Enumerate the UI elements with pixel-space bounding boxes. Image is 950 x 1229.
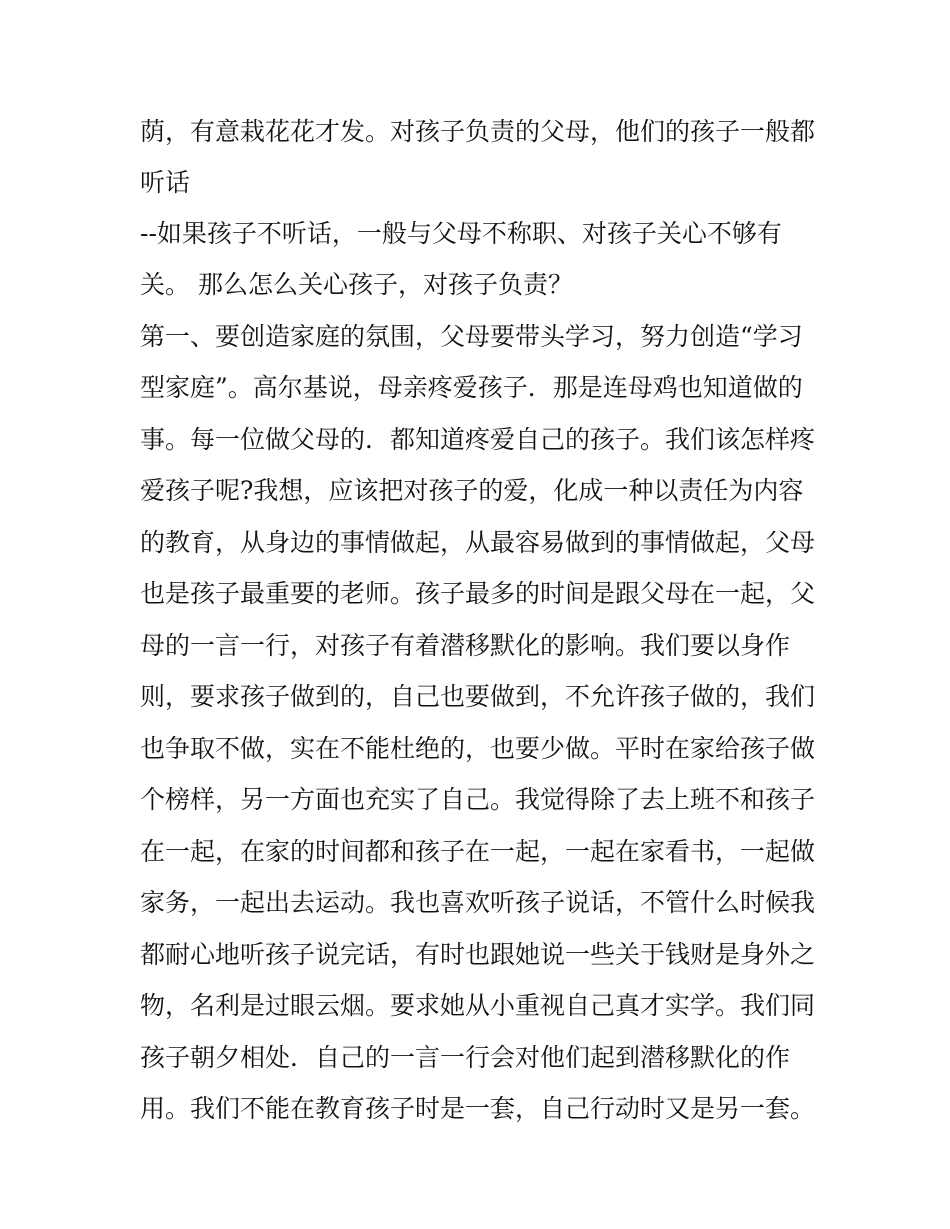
text-line-13: 也争取不做，实在不能杜绝的，也要少做。平时在家给孩子做 (140, 733, 816, 763)
text-line-18: 物，名利是过眼云烟。要求她从小重视自己真才实学。我们同 (140, 991, 816, 1020)
text-line-19: 孩子朝夕相处．自己的一言一行会对他们起到潜移默化的作 (140, 1042, 791, 1072)
text-line-11: 母的一言一行，对孩子有着潜移默化的影响。我们要以身作 (140, 630, 791, 660)
text-line-4: 关。 那么怎么关心孩子，对孩子负责？ (140, 270, 573, 299)
text-line-5: 第一、要创造家庭的氛围，父母要带头学习，努力创造“学习 (140, 321, 803, 351)
text-line-14: 个榜样，另一方面也充实了自己。我觉得除了去上班不和孩子 (140, 785, 816, 814)
text-line-10: 也是孩子最重要的老师。孩子最多的时间是跟父母在一起，父 (140, 579, 816, 608)
text-line-9: 的教育，从身边的事情做起，从最容易做到的事情做起，父母 (140, 527, 816, 557)
text-line-17: 都耐心地听孩子说完话，有时也跟她说一些关于钱财是身外之 (140, 939, 816, 969)
text-line-16: 家务，一起出去运动。我也喜欢听孩子说话，不管什么时候我 (140, 888, 816, 917)
text-line-7: 事。每一位做父母的．都知道疼爱自己的孩子。我们该怎样疼 (140, 424, 816, 454)
text-line-2: 听话 (140, 167, 191, 197)
text-line-20: 用。我们不能在教育孩子时是一套，自己行动时又是另一套。 (140, 1094, 816, 1123)
text-line-3: --如果孩子不听话，一般与父母不称职、对孩子关心不够有 (140, 218, 782, 248)
body-text (140, 106, 820, 1135)
text-line-6: 型家庭”。高尔基说，母亲疼爱孩子．那是连母鸡也知道做的 (140, 373, 803, 402)
text-line-8: 爱孩子呢?我想，应该把对孩子的爱，化成一种以责任为内容 (140, 476, 804, 505)
text-line-12: 则，要求孩子做到的，自己也要做到，不允许孩子做的，我们 (140, 682, 816, 711)
text-line-15: 在一起，在家的时间都和孩子在一起，一起在家看书，一起做 (140, 836, 816, 866)
text-line-1: 荫，有意栽花花才发。对孩子负责的父母，他们的孩子一般都 (140, 117, 816, 146)
